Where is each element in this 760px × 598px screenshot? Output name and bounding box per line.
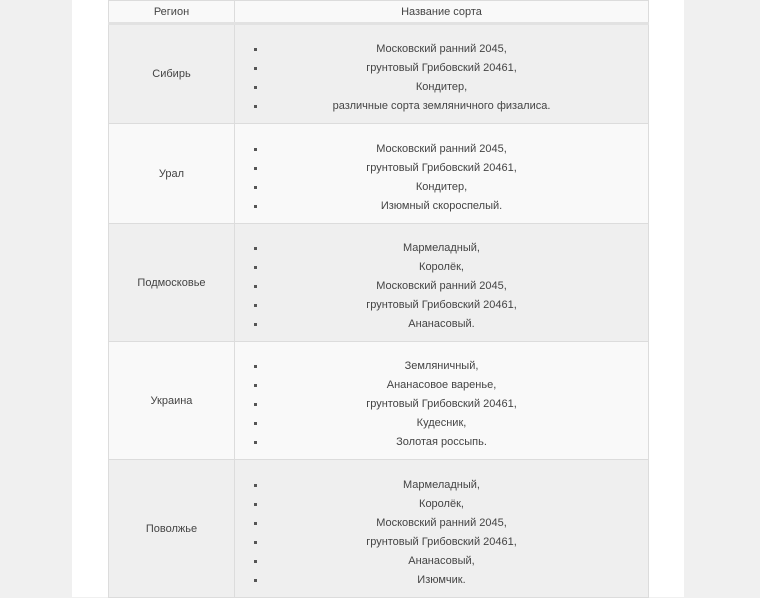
variety-cell	[235, 460, 649, 598]
list-item: грунтовый Грибовский 20461,	[235, 159, 648, 178]
list-item: Московский ранний 2045,	[235, 277, 648, 296]
table-row	[109, 124, 649, 224]
list-item: грунтовый Грибовский 20461,	[235, 59, 648, 78]
list-item: Кудесник,	[235, 414, 648, 433]
variety-list	[235, 231, 648, 334]
variety-list	[235, 32, 648, 116]
list-item: Ананасовое варенье,	[235, 376, 648, 395]
list-item: Королёк,	[235, 495, 648, 514]
list-item: грунтовый Грибовский 20461,	[235, 533, 648, 552]
list-item: Кондитер,	[235, 78, 648, 97]
list-item: Ананасовый,	[235, 552, 648, 571]
region-cell: Поволжье	[109, 460, 235, 598]
list-item: Изюмчик.	[235, 571, 648, 590]
header-variety-name: Название сорта	[235, 1, 649, 24]
header-region: Регион	[109, 1, 235, 24]
list-item: Золотая россыпь.	[235, 433, 648, 452]
variety-cell	[235, 224, 649, 342]
variety-cell	[235, 24, 649, 124]
list-item: Мармеладный,	[235, 476, 648, 495]
variety-cell	[235, 342, 649, 460]
list-item: Московский ранний 2045,	[235, 40, 648, 59]
table-header-row	[109, 1, 649, 24]
list-item: Ананасовый.	[235, 315, 648, 334]
varieties-table	[108, 0, 649, 598]
list-item: Изюмный скороспелый.	[235, 197, 648, 216]
list-item: Московский ранний 2045,	[235, 514, 648, 533]
table-row	[109, 24, 649, 124]
region-cell: Сибирь	[109, 24, 235, 124]
region-cell: Украина	[109, 342, 235, 460]
variety-cell	[235, 124, 649, 224]
list-item: грунтовый Грибовский 20461,	[235, 296, 648, 315]
table-row	[109, 460, 649, 598]
table-row	[109, 342, 649, 460]
list-item: Мармеладный,	[235, 239, 648, 258]
table-row	[109, 224, 649, 342]
region-cell: Урал	[109, 124, 235, 224]
list-item: Королёк,	[235, 258, 648, 277]
list-item: Земляничный,	[235, 357, 648, 376]
variety-list	[235, 468, 648, 590]
list-item: Московский ранний 2045,	[235, 140, 648, 159]
variety-list	[235, 132, 648, 216]
list-item: Кондитер,	[235, 178, 648, 197]
list-item: различные сорта земляничного физалиса.	[235, 97, 648, 116]
region-cell: Подмосковье	[109, 224, 235, 342]
variety-list	[235, 349, 648, 452]
list-item: грунтовый Грибовский 20461,	[235, 395, 648, 414]
